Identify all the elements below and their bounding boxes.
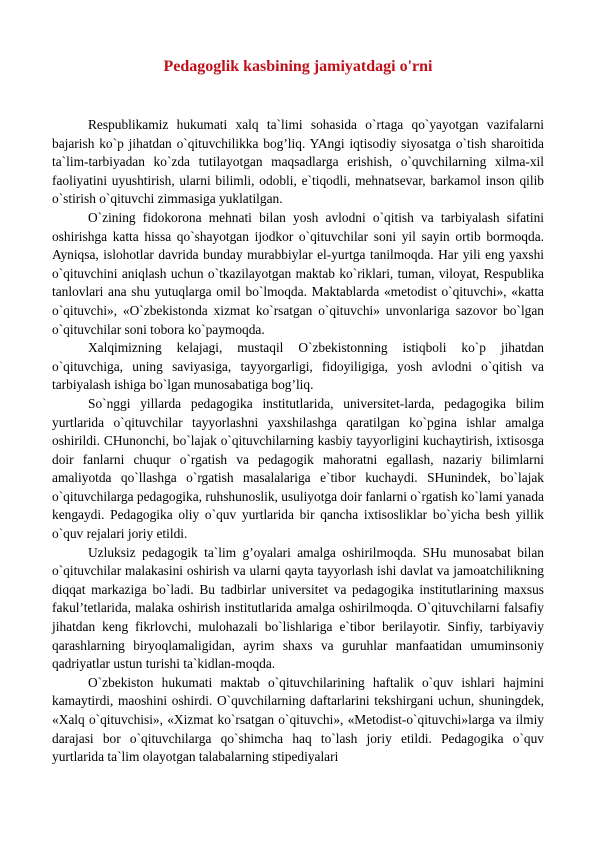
document-title: Pedagoglik kasbining jamiyatdagi o'rni: [163, 58, 433, 75]
document-body: [52, 116, 544, 767]
paragraph: O`zining fidokorona mehnati bilan yosh avlodni o`qitish va tarbiyalash sifatini oshirishga katta hissa qo`shayotgan ijodkor o`qituvchilar soni yil sayin ortib bormoqda. Ayniqsa, islohotlar davrida bunday murabbiylar el-yurtga tanilmoqda. Har yili eng yaxshi o`qituvchini aniqlash uchun o`tkazilayotgan maktab ko`riklari, tuman, viloyat, Respublika tanlovlari ana shu yutuqlarga omil bo`lmoqda. Maktablarda «metodist o`qituvchi», «katta o`qituvchi», «O`zbekistonda xizmat ko`rsatgan o`qituvchi» unvonlariga sazovor bo`lgan o`qituvchilar soni tobora ko`paymoqda.: [52, 209, 544, 337]
paragraph: O`zbekiston hukumati maktab o`qituvchilarining haftalik o`quv ishlari hajmini kamaytirdi, maoshini oshirdi. O`quvchilarning daftarlarini tekshirgani uchun, shuningdek, «Xalq o`qituvchisi», «Xizmat ko`rsatgan o`qituvchi», «Metodist-o`qituvchi»larga va ilmiy darajasi bor o`qituvchilarga qo`shimcha haq to`lash joriy etildi. Pedagogika o`quv yurtlarida ta`lim olayotgan talabalarning stipediyalari: [52, 674, 544, 765]
paragraph: Uzluksiz pedagogik ta`lim g’oyalari amalga oshirilmoqda. SHu munosabat bilan o`qituvchilar malakasini oshirish va ularni qayta tayyorlash ishi davlat va jamoatchilikning diqqat markaziga bo`ladi. Bu tadbirlar universitet va pedagogika institutlarining maxsus fakul’tetlarida, malaka oshirish institutlarida amalga oshirilmoqda. O`qituvchilarni falsafiy jihatdan keng fikrlovchi, mulohazali bo`lishlariga e`tibor berilayotir. Sinfiy, tarbiyaviy qarashlarning biryoqlamaligidan, ayrim shaxs va guruhlar manfaatidan umuminsoniy qadriyatlar ustun turishi ta`kidlan-moqda.: [52, 544, 544, 672]
paragraph: So`nggi yillarda pedagogika institutlarida, universitet-larda, pedagogika bilim yurtlarida o`qituvchilar tayyorlashni yaxshilashga qaratilgan ko`pgina ishlar amalga oshirildi. CHunonchi, bo`lajak o`qituvchilarning kasbiy tayyorligini kuchaytirish, ixtisosga doir fanlarni chuqur o`rgatish va pedagogik mahoratni egallash, nazariy bilimlarni amaliyotda qo`llashga o`rgatish masalalariga e`tibor kuchaydi. SHunindek, bo`lajak o`qituvchilarga pedagogika, ruhshunoslik, usuliyotga doir fanlarni o`rgatish ko`lami yanada kengaydi. Pedagogika oliy o`quv yurtlarida bir qancha ixtisosliklar bo`yicha besh yillik o`quv rejalari joriy etildi.: [52, 395, 544, 542]
paragraph: Xalqimizning kelajagi, mustaqil O`zbekistonning istiqboli ko`p jihatdan o`qituvchiga, uning saviyasiga, tayyorgarligi, fidoyiligiga, yosh avlodni o`qitish va tarbiyalash ishiga bo`lgan munosabatiga bog’liq.: [52, 340, 544, 393]
paragraph: Respublikamiz hukumati xalq ta`limi sohasida o`rtaga qo`yayotgan vazifalarni bajarish ko`p jihatdan o`qituvchilikka bog’liq. YAngi iqtisodiy siyosatga o`tish sharoitida ta`lim-tarbiyadan ko`zda tutilayotgan maqsadlarga erishish, o`quvchilarning xilma-xil faoliyatini uyushtirish, ularni bilimli, odobli, e`tiqodli, mehnatsevar, barkamol inson qilib o`stirish o`qituvchi zimmasiga yuklatilgan.: [52, 117, 544, 207]
document-page: [52, 0, 544, 767]
